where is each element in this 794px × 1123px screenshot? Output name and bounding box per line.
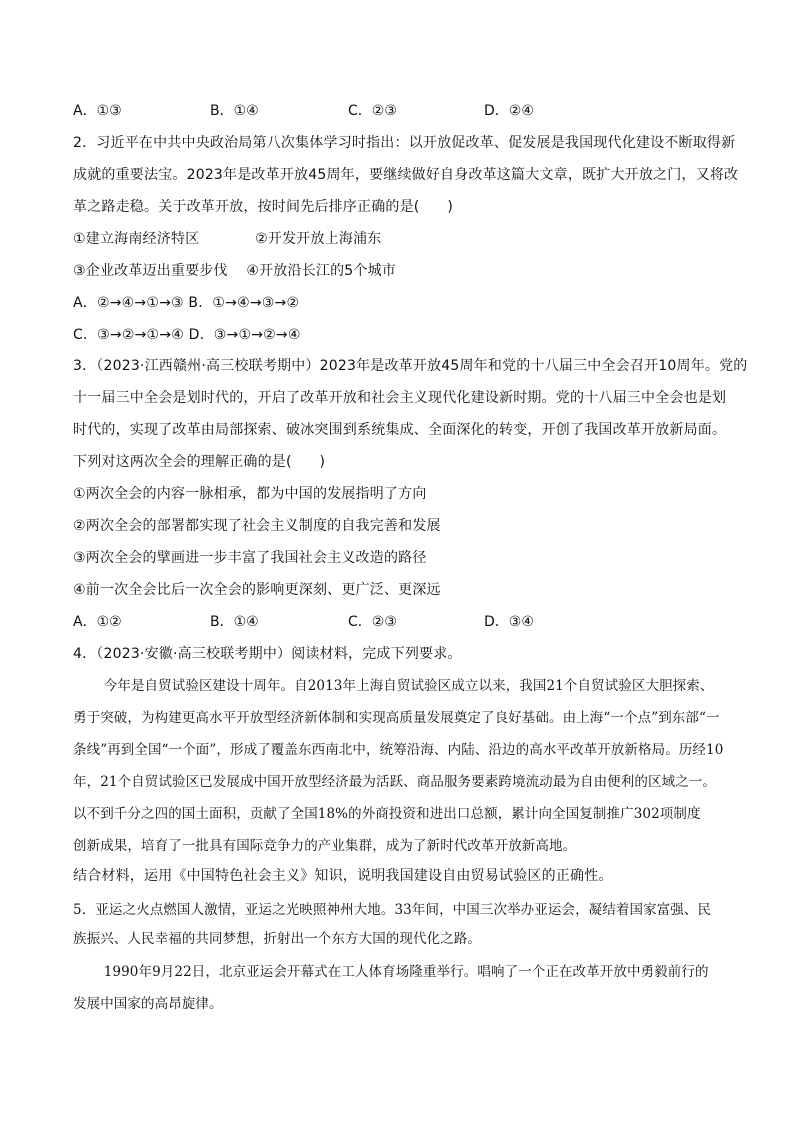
q1-option-c: C．②③ (348, 103, 397, 119)
q3-item-1: ①两次全会的内容一脉相承，都为中国的发展指明了方向 (73, 486, 427, 502)
q4-question: 结合材料，运用《中国特色社会主义》知识，说明我国建设自由贸易试验区的正确性。 (73, 868, 613, 884)
q3-stem-line-1: 3．（2023·江西赣州·高三校联考期中）2023年是改革开放45周年和党的十八届三中全会召开10周年。党的 (73, 358, 748, 374)
q3-option-a: A．①② (73, 614, 122, 630)
q1-option-b: B．①④ (210, 103, 259, 119)
q4-material-line-4: 年，21个自贸试验区已发展成中国开放型经济最为活跃、商品服务要素跨境流动最为自由便利的区域之一。 (73, 774, 716, 790)
q1-option-d: D．②④ (484, 103, 534, 119)
q2-item-line-1: ①建立海南经济特区 ②开发开放上海浦东 (73, 231, 382, 247)
q5-material-line-2: 发展中国家的高昂旋律。 (73, 996, 223, 1012)
q5-stem-line-2: 族振兴、人民幸福的共同梦想，折射出一个东方大国的现代化之路。 (73, 931, 481, 947)
q4-stem: 4．（2023·安徽·高三校联考期中）阅读材料，完成下列要求。 (73, 646, 462, 662)
q4-material-line-3: 条线”再到全国“一个面”，形成了覆盖东西南北中，统筹沿海、内陆、沿边的高水平改革开放新格局。历经10 (73, 742, 724, 758)
q2-stem-line-3: 革之路走稳。关于改革开放，按时间先后排序正确的是( ) (73, 199, 454, 215)
q4-material-line-6: 创新成果，培育了一批具有国际竞争力的产业集群，成为了新时代改革开放新高地。 (73, 838, 577, 854)
q3-option-d: D．③④ (484, 614, 534, 630)
q2-options-line-1: A．②→④→①→③ B．①→④→③→② (73, 295, 300, 311)
q3-item-4: ④前一次全会比后一次全会的影响更深刻、更广泛、更深远 (73, 582, 441, 598)
q2-stem-line-2: 成就的重要法宝。2023年是改革开放45周年，要继续做好自身改革这篇大文章，既扩大开放之门，又将改 (73, 167, 739, 183)
q2-stem-line-1: 2．习近平在中共中央政治局第八次集体学习时指出：以开放促改革、促发展是我国现代化建设不断取得新 (73, 135, 736, 151)
q3-stem-line-3: 时代的，实现了改革由局部探索、破冰突围到系统集成、全面深化的转变，开创了我国改革开放新局面。 (73, 422, 727, 438)
q4-material-line-5: 以不到千分之四的国土面积，贡献了全国18%的外商投资和进出口总额，累计向全国复制推广302项制度 (73, 806, 701, 822)
q2-options-line-2: C．③→②→①→④ D．③→①→②→④ (73, 327, 301, 343)
q2-item-line-2: ③企业改革迈出重要步伐 ④开放沿长江的5个城市 (73, 263, 397, 279)
q5-stem-line-1: 5．亚运之火点燃国人激情，亚运之光映照神州大地。33年间，中国三次举办亚运会，凝结着国家富强、民 (73, 902, 712, 918)
q3-item-2: ②两次全会的部署都实现了社会主义制度的自我完善和发展 (73, 518, 441, 534)
q4-material-line-1: 今年是自贸试验区建设十周年。自2013年上海自贸试验区成立以来，我国21个自贸试验区大胆探索、 (73, 678, 714, 694)
q1-option-a: A．①③ (73, 103, 122, 119)
q4-material-line-2: 勇于突破，为构建更高水平开放型经济新体制和实现高质量发展奠定了良好基础。由上海“一个点”到东部“一 (73, 710, 720, 726)
q3-stem-line-4: 下列对这两次全会的理解正确的是( ) (73, 454, 326, 470)
q3-option-c: C．②③ (348, 614, 397, 630)
q3-option-b: B．①④ (210, 614, 259, 630)
q3-item-3: ③两次全会的擘画进一步丰富了我国社会主义改造的路径 (73, 550, 427, 566)
q5-material-line-1: 1990年9月22日，北京亚运会开幕式在工人体育场隆重举行。唱响了一个正在改革开放中勇毅前行的 (73, 964, 709, 980)
q3-stem-line-2: 十一届三中全会是划时代的，开启了改革开放和社会主义现代化建设新时期。党的十八届三中全会也是划 (73, 390, 727, 406)
